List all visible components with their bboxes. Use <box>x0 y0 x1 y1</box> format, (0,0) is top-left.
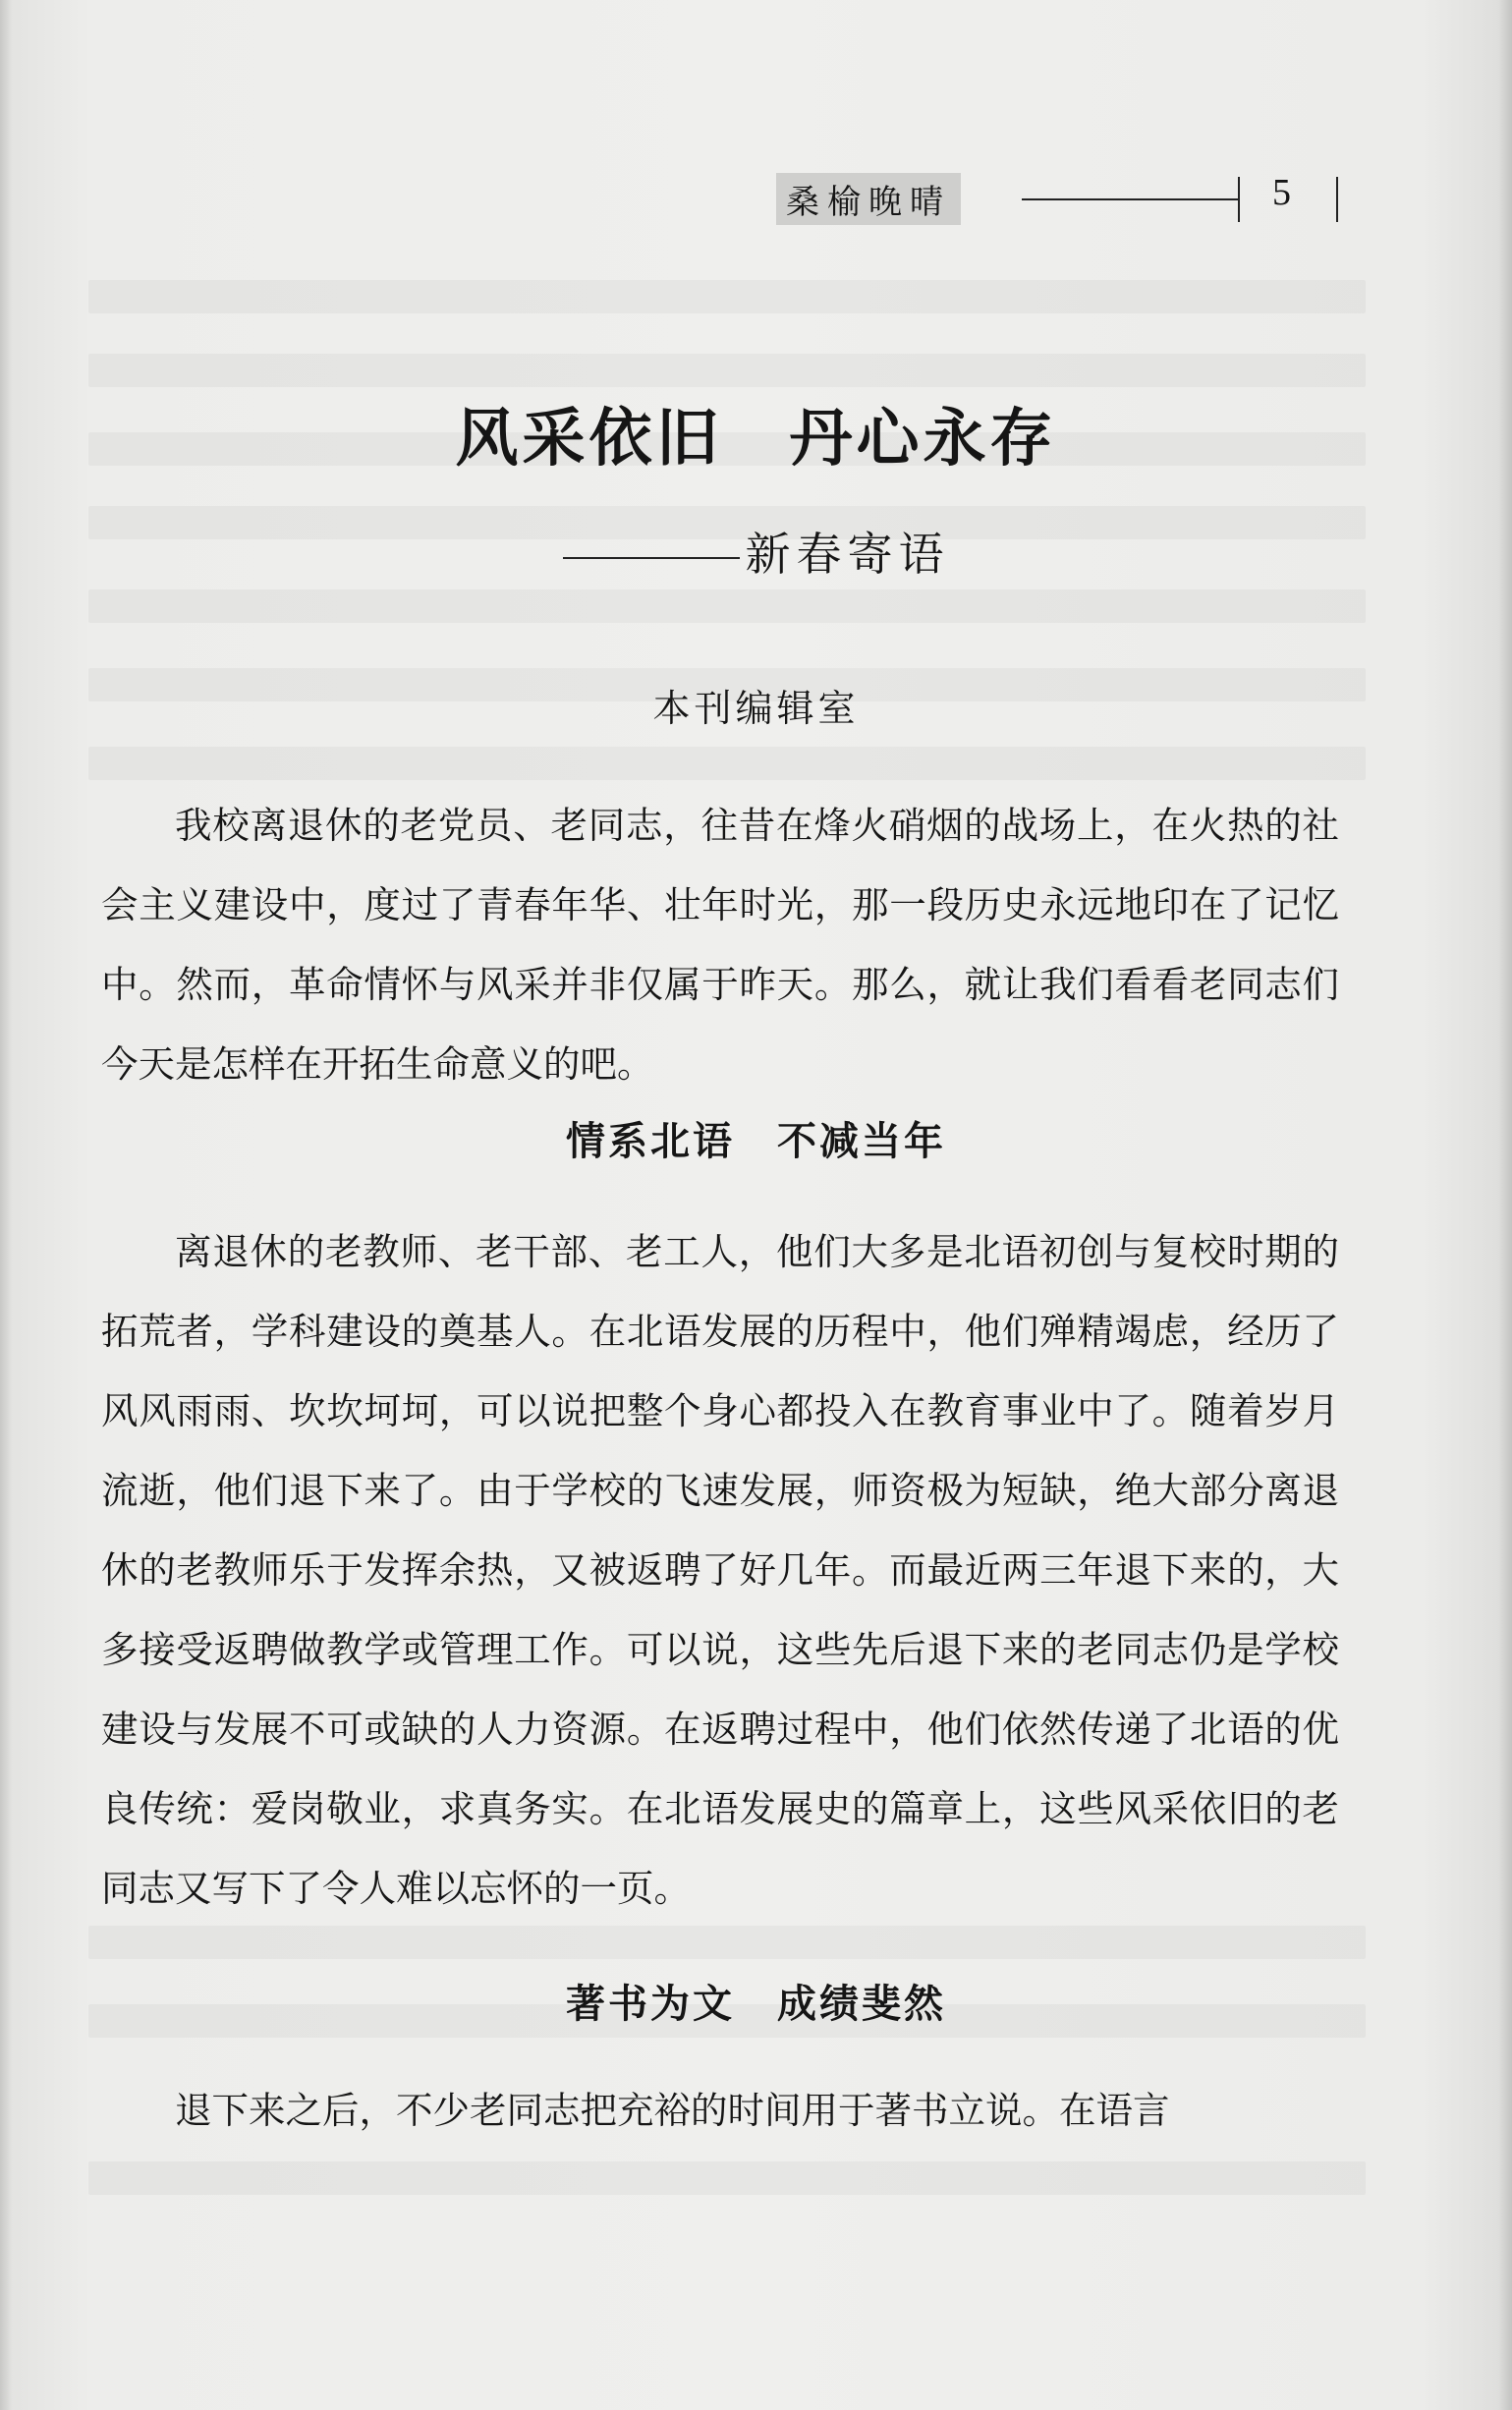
scan-shadow-left <box>0 0 12 2410</box>
article-title: 风采依旧 丹心永存 <box>455 403 1057 476</box>
header-rule <box>1022 198 1238 200</box>
article-author: 本刊编辑室 <box>652 687 860 730</box>
show-through <box>88 2161 1366 2195</box>
header-divider <box>1336 177 1338 222</box>
section-paragraph: 离退休的老教师、老干部、老工人，他们大多是北语初创与复校时期的拓荒者，学科建设的奠基人。在北语发展的历程中，他们殚精竭虑，经历了风风雨雨、坎坎坷坷，可以说把整个身心都投入在教育事业中了。随着岁月流逝，他们退下来了。由于学校的飞速发展，师资极为短缺，绝大部分离退休的老教师乐于发挥余热，又被返聘了好几年。而最近两三年退下来的，大多接受返聘做教学或管理工作。可以说，这些先后退下来的老同志仍是学校建设与发展不可或缺的人力资源。在返聘过程中，他们依然传递了北语的优良传统：爱岗敬业，求真务实。在北语发展史的篇章上，这些风采依旧的老同志又写下了令人难以忘怀的一页。 <box>101 1230 1339 1910</box>
subtitle-dash <box>563 557 740 559</box>
header-divider <box>1238 177 1240 222</box>
article-subtitle-line <box>0 519 1512 584</box>
section-paragraph: 退下来之后，不少老同志把充裕的时间用于著书立说。在语言 <box>175 2089 1170 2132</box>
intro-paragraph: 我校离退休的老党员、老同志，往昔在烽火硝烟的战场上，在火热的社会主义建设中，度过了青春年华、壮年时光，那一段历史永远地印在了记忆中。然而，革命情怀与风采并非仅属于昨天。那么，就让我们看看老同志们今天是怎样在开拓生命意义的吧。 <box>101 804 1339 1086</box>
running-header <box>776 167 1356 226</box>
scan-shadow-right <box>1498 0 1512 2410</box>
page-number: 5 <box>1272 172 1291 213</box>
article-subtitle: 新春寄语 <box>745 528 950 581</box>
running-title: 桑榆晚晴 <box>776 173 961 225</box>
show-through <box>88 589 1366 623</box>
show-through <box>88 747 1366 780</box>
show-through <box>88 280 1366 313</box>
section-heading: 著书为文 成绩斐然 <box>566 1982 946 2027</box>
section-heading: 情系北语 不减当年 <box>566 1119 946 1164</box>
show-through <box>88 1926 1366 1959</box>
show-through <box>88 354 1366 387</box>
